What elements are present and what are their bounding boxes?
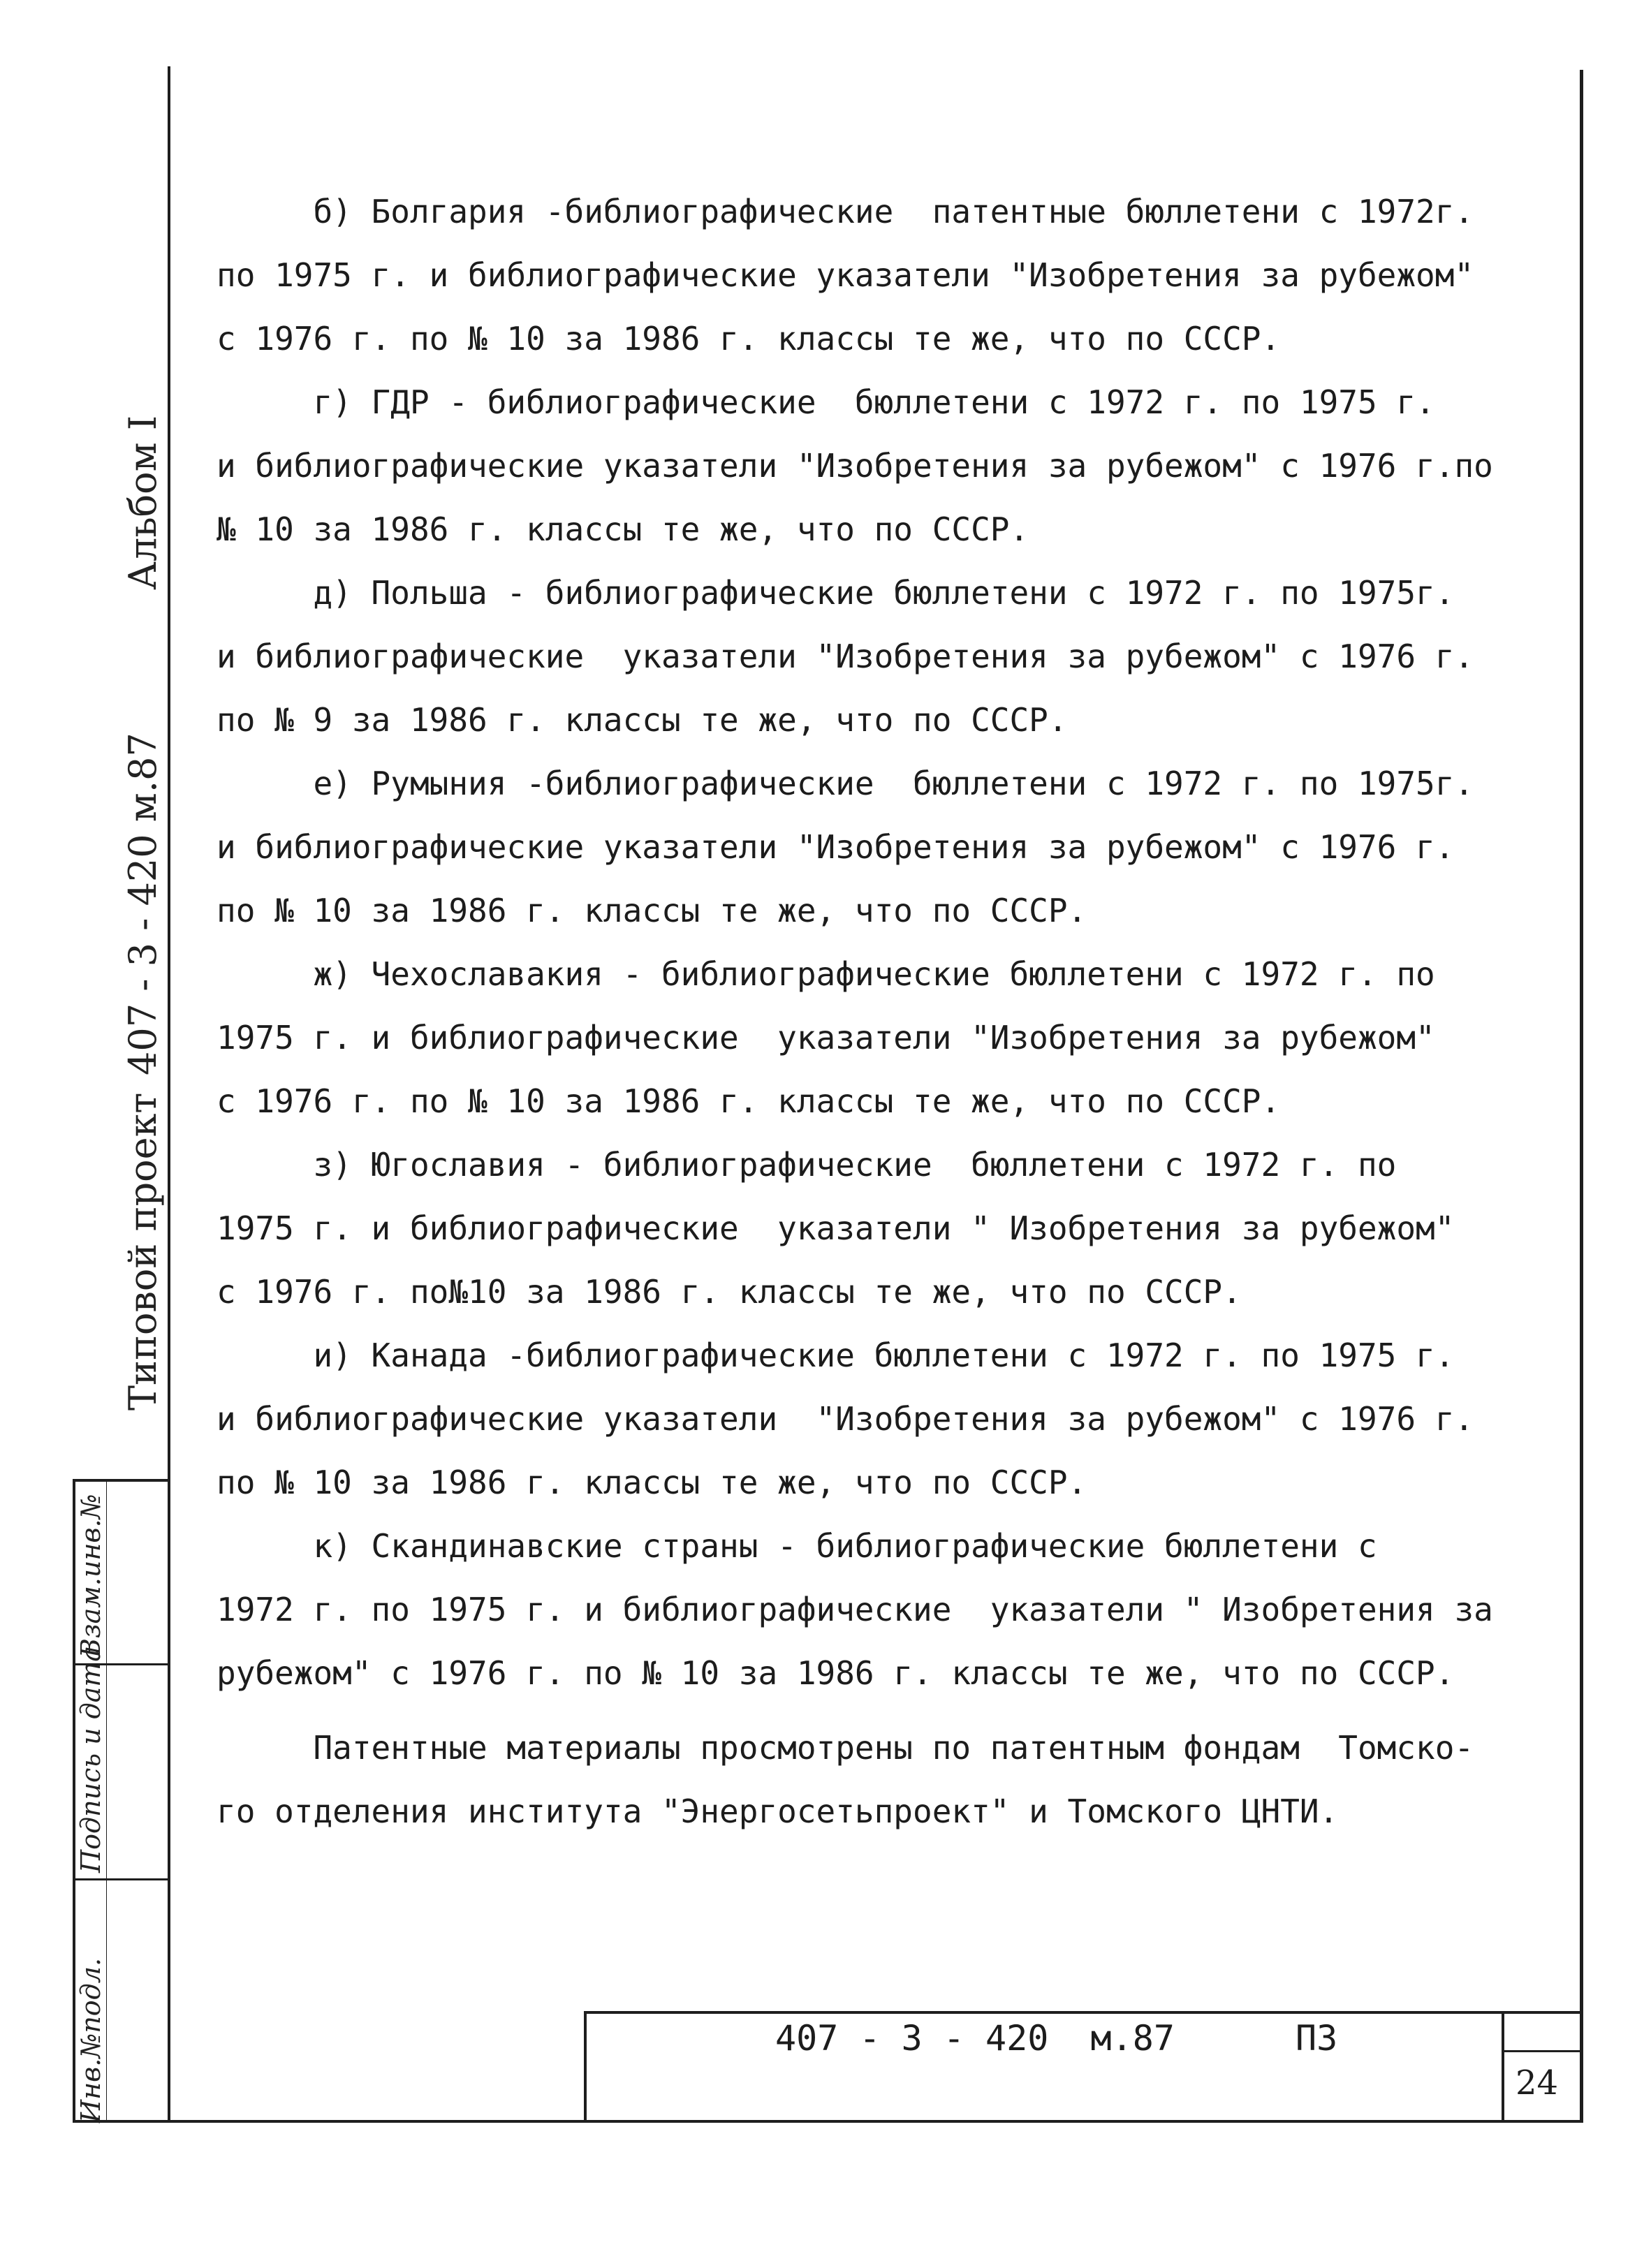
text-line: е) Румыния -библиографические бюллетени с 1972 г. по 1975г. bbox=[217, 765, 1474, 802]
text-line: по 1975 г. и библиографические указатели "Изобретения за рубежом" bbox=[217, 256, 1474, 294]
title-block-doc-type: ПЗ bbox=[1296, 2018, 1338, 2059]
text-line: г) ГДР - библиографические бюллетени с 1972 г. по 1975 г. bbox=[217, 383, 1435, 421]
text-line: б) Болгария -библиографические патентные бюллетени с 1972г. bbox=[217, 193, 1474, 230]
text-line: к) Скандинавские страны - библиографические бюллетени с bbox=[217, 1527, 1377, 1565]
margin-title bbox=[112, 363, 175, 1411]
text-line: д) Польша - библиографические бюллетени с 1972 г. по 1975г. bbox=[217, 574, 1455, 612]
text-line: 1975 г. и библиографические указатели " Изобретения за рубежом" bbox=[217, 1209, 1455, 1247]
title-block-border bbox=[584, 2011, 1580, 2014]
text-line: и библиографические указатели "Изобретения за рубежом" с 1976 г. bbox=[217, 1400, 1474, 1438]
stamp-divider bbox=[75, 1878, 169, 1880]
text-line: и библиографические указатели "Изобретения за рубежом" с 1976 г. bbox=[217, 828, 1455, 866]
stamp-divider bbox=[106, 1482, 107, 2120]
title-block-doc-code: 407 - 3 - 420 м.87 bbox=[775, 2018, 1175, 2059]
text-line: з) Югославия - библиографические бюллетени с 1972 г. по bbox=[217, 1146, 1397, 1184]
text-line: 1972 г. по 1975 г. и библиографические указатели " Изобретения за bbox=[217, 1591, 1493, 1628]
text-line: с 1976 г. по№10 за 1986 г. классы те же, что по СССР. bbox=[217, 1273, 1242, 1311]
frame-bottom-border bbox=[73, 2120, 1583, 2123]
text-line: по № 9 за 1986 г. классы те же, что по СССР. bbox=[217, 701, 1068, 739]
text-line: по № 10 за 1986 г. классы те же, что по СССР. bbox=[217, 1464, 1087, 1501]
stamp-signature-date: Подпись и дата bbox=[75, 1645, 106, 1873]
frame-right-border bbox=[1580, 70, 1583, 2123]
stamp-inv-no: Инв.№подл. bbox=[75, 1957, 106, 2123]
margin-title-album: Альбом I bbox=[121, 415, 165, 590]
text-line: рубежом" с 1976 г. по № 10 за 1986 г. классы те же, что по СССР. bbox=[217, 1654, 1455, 1692]
page-number: 24 bbox=[1516, 2063, 1559, 2103]
title-block-border bbox=[1502, 2011, 1504, 2121]
stamp-replaces-inv: Взам.инв.№ bbox=[75, 1494, 106, 1658]
text-line: го отделения института "Энергосетьпроект" и Томского ЦНТИ. bbox=[217, 1792, 1339, 1830]
text-line: с 1976 г. по № 10 за 1986 г. классы те же, что по СССР. bbox=[217, 1082, 1281, 1120]
text-line: ж) Чехославакия - библиографические бюллетени с 1972 г. по bbox=[217, 955, 1435, 993]
text-line: и библиографические указатели "Изобретения за рубежом" с 1976 г.по bbox=[217, 447, 1493, 485]
text-line: Патентные материалы просмотрены по патентным фондам Томско- bbox=[217, 1729, 1474, 1767]
approval-stamp bbox=[73, 1479, 169, 2123]
title-block-border bbox=[1502, 2050, 1580, 2052]
text-line: и библиографические указатели "Изобретения за рубежом" с 1976 г. bbox=[217, 638, 1474, 675]
text-line: и) Канада -библиографические бюллетени с 1972 г. по 1975 г. bbox=[217, 1336, 1455, 1374]
text-line: 1975 г. и библиографические указатели "Изобретения за рубежом" bbox=[217, 1019, 1435, 1056]
margin-title-code: 407 - 3 - 420 м.87 bbox=[121, 732, 165, 1075]
text-line: с 1976 г. по № 10 за 1986 г. классы те же, что по СССР. bbox=[217, 320, 1281, 358]
text-line: № 10 за 1986 г. классы те же, что по СССР. bbox=[217, 510, 1029, 548]
text-line: по № 10 за 1986 г. классы те же, что по СССР. bbox=[217, 892, 1087, 929]
margin-title-series: Типовой проект bbox=[121, 1092, 165, 1411]
title-block-border bbox=[584, 2011, 587, 2121]
